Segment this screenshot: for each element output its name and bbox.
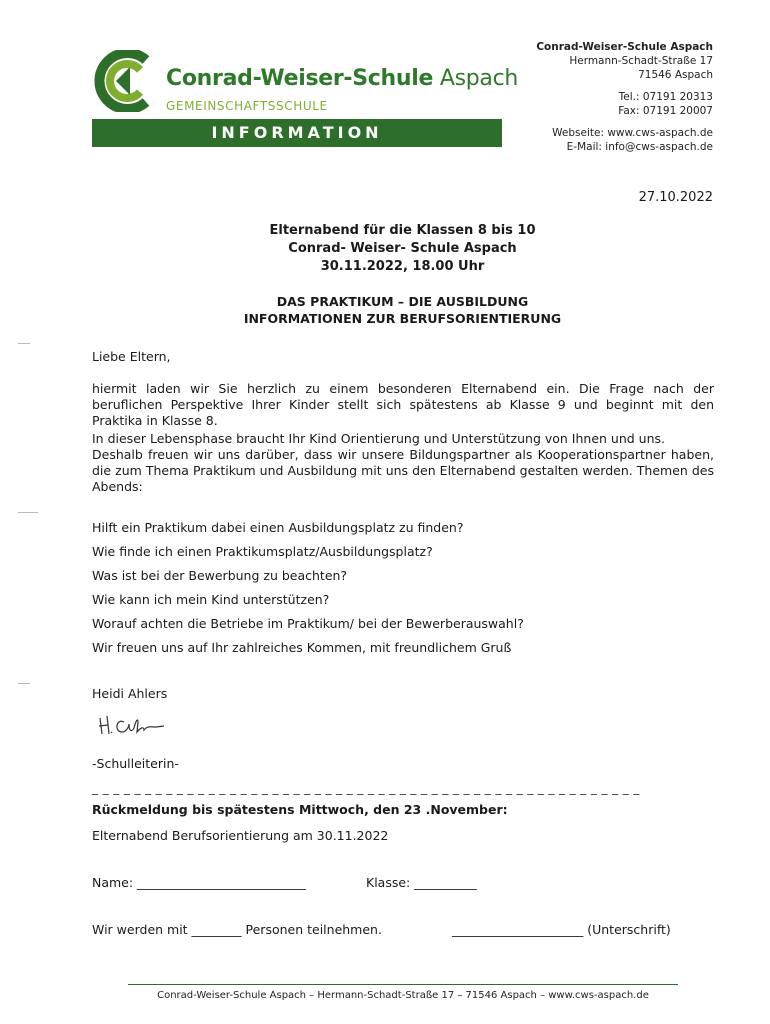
- reply-deadline: Rückmeldung bis spätestens Mittwoch, den 23 .November:: [92, 802, 508, 817]
- class-field[interactable]: Klasse: __________: [366, 875, 477, 890]
- persons-field[interactable]: Wir werden mit ________ Personen teilnehmen.: [92, 922, 382, 937]
- topic-item: Wie finde ich einen Praktikumsplatz/Ausbildungsplatz?: [92, 544, 433, 559]
- event-title-line: 30.11.2022, 18.00 Uhr: [320, 259, 485, 274]
- reply-event: Elternabend Berufsorientierung am 30.11.2022: [92, 828, 389, 843]
- topic-item: Wie kann ich mein Kind unterstützen?: [92, 592, 330, 607]
- signature-field[interactable]: _____________________ (Unterschrift): [452, 922, 671, 937]
- paragraph-intro: hiermit laden wir Sie herzlich zu einem besonderen Elternabend ein. Die Frage nach der beruflichen Perspektive Ihrer Kinder stellt sich spätestens ab Klasse 9 und beginnt mit den Praktika in Klasse 8.: [92, 381, 714, 428]
- event-subtitle-line: DAS PRAKTIKUM – DIE AUSBILDUNG: [276, 294, 529, 309]
- address-fax: Fax: 07191 20007: [618, 105, 713, 117]
- footer-divider: [128, 984, 678, 985]
- address-street: Hermann-Schadt-Straße 17: [569, 55, 713, 67]
- event-subtitle-line: INFORMATIONEN ZUR BERUFSORIENTIERUNG: [243, 311, 562, 326]
- closing-line: Wir freuen uns auf Ihr zahlreiches Kommen, mit freundlichem Gruß: [92, 640, 512, 655]
- name-field[interactable]: Name: ___________________________: [92, 875, 306, 890]
- information-banner: INFORMATION: [92, 119, 502, 147]
- fold-mark: [18, 512, 38, 513]
- topic-item: Was ist bei der Bewerbung zu beachten?: [92, 568, 348, 583]
- topic-item: Worauf achten die Betriebe im Praktikum/ bei der Bewerberauswahl?: [92, 616, 524, 631]
- fold-mark: [18, 683, 30, 684]
- handwritten-signature: [96, 712, 166, 738]
- school-type: GEMEINSCHAFTSSCHULE: [166, 99, 328, 113]
- address-name: Conrad-Weiser-Schule Aspach: [536, 41, 713, 53]
- paragraph-partners: Deshalb freuen wir uns darüber, dass wir unsere Bildungspartner als Kooperationspartner haben, die zum Thema Praktikum und Ausbildung mit uns den Elternabend gestalten werden. Themen des Abends:: [92, 447, 714, 494]
- greeting: Liebe Eltern,: [92, 349, 171, 364]
- signer-name: Heidi Ahlers: [92, 686, 168, 701]
- event-title: [92, 222, 713, 276]
- page-footer: Conrad-Weiser-Schule Aspach – Hermann-Schadt-Straße 17 – 71546 Aspach – www.cws-aspach.de: [157, 990, 649, 1001]
- event-title-line: Elternabend für die Klassen 8 bis 10: [269, 223, 536, 238]
- topic-item: Hilft ein Praktikum dabei einen Ausbildungsplatz zu finden?: [92, 520, 464, 535]
- address-city: 71546 Aspach: [638, 69, 713, 81]
- cut-line: _ _ _ _ _ _ _ _ _ _ _ _ _ _ _ _ _ _ _ _ _ _ _ _ _ _ _ _ _ _ _ _ _ _ _ _ _ _ _ _ _ _ _ _ _ _ _ _ _ _ _ _: [92, 781, 640, 795]
- event-title-line: Conrad- Weiser- Schule Aspach: [288, 241, 517, 256]
- address-web[interactable]: Webseite: www.cws-aspach.de: [552, 127, 713, 139]
- fold-mark: [18, 343, 30, 344]
- signer-role: -Schulleiterin-: [92, 756, 179, 771]
- school-logo-icon: [90, 50, 152, 112]
- school-name: Conrad-Weiser-Schule Aspach: [166, 66, 519, 91]
- letter-date: 27.10.2022: [638, 190, 713, 205]
- paragraph-orientation: In dieser Lebensphase braucht Ihr Kind Orientierung und Unterstützung von Ihnen und uns.: [92, 431, 665, 446]
- address-block: [536, 40, 713, 154]
- address-email[interactable]: E-Mail: info@cws-aspach.de: [566, 141, 713, 153]
- address-tel: Tel.: 07191 20313: [618, 91, 713, 103]
- event-subtitle: [92, 293, 713, 327]
